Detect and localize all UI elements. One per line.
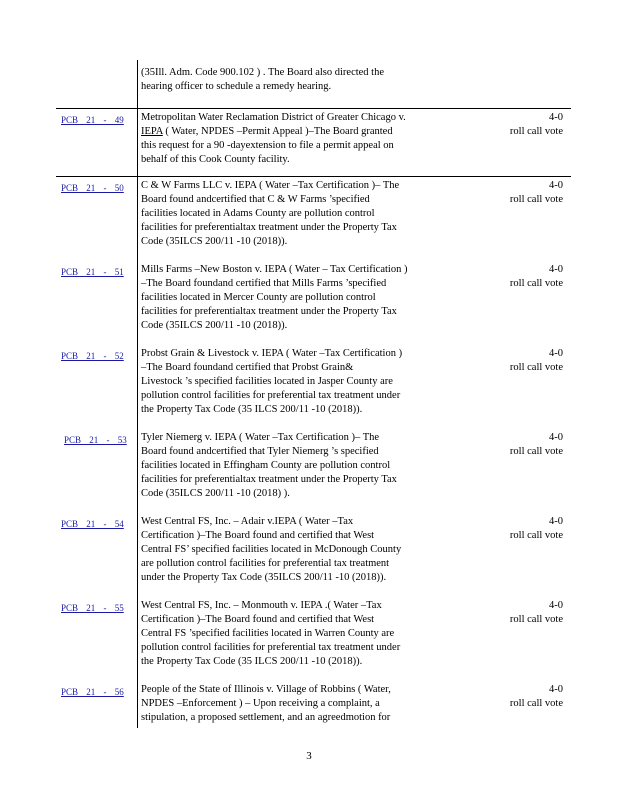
case-number-link[interactable]: PCB 21 - 55 [61,603,124,613]
text-line: facilities located in Adams County are pollution control [141,208,375,219]
docket-entry [56,512,571,596]
text-line: C & W Farms LLC v. IEPA ( Water –Tax Certification )– The [141,180,400,191]
docket-entry [56,680,571,730]
entry-text [141,263,446,333]
text-line: stipulation, a proposed settlement, and an agreedmotion for [141,712,391,723]
vote-label: roll call vote [509,194,563,205]
text-line: the Property Tax Code (35 ILCS 200/11 -10 (2018)). [141,656,363,667]
text-line: –The Board foundand certified that Probst Grain& [141,362,354,373]
vote-count: 4-0 [549,112,563,123]
text-line: Certification )–The Board found and certified that West [141,530,375,541]
text-line: People of the State of Illinois v. Village of Robbins ( Water, [141,684,391,695]
iepa-link[interactable]: IEPA [141,126,163,137]
text-line: facilities for preferentialtax treatment under the Property Tax [141,474,397,485]
vote-count: 4-0 [549,348,563,359]
vote-column [510,515,563,543]
vote-count: 4-0 [549,684,563,695]
text-line: behalf of this Cook County facility. [141,154,290,165]
case-number-link[interactable]: PCB 21 - 50 [61,183,124,193]
vote-column [510,599,563,627]
text-line: Probst Grain & Livestock v. IEPA ( Water –Tax Certification ) [141,348,403,359]
text-line: Central FS’ specified facilities located in McDonough County [141,544,402,555]
text-line: Certification )–The Board found and certified that West [141,614,375,625]
text-line: NPDES –Enforcement ) – Upon receiving a complaint, a [141,698,380,709]
vote-count: 4-0 [549,600,563,611]
entry-text [141,683,446,725]
docket-entry [56,176,571,260]
case-number-link[interactable]: PCB 21 - 54 [61,519,124,529]
text-line: Board found andcertified that C & W Farms ’specified [141,194,370,205]
text-line: Board found andcertified that Tyler Niemerg ’s specified [141,446,379,457]
text-line: Livestock ’s specified facilities located in Jasper County are [141,376,393,387]
case-number-link[interactable]: PCB 21 - 52 [61,351,124,361]
text-line: pollution control facilities for preferential tax treatment under [141,642,401,653]
vote-column [510,431,563,459]
vote-label: roll call vote [509,446,563,457]
text-line: facilities located in Effingham County are pollution control [141,460,391,471]
vote-column [510,179,563,207]
text-line: Mills Farms –New Boston v. IEPA ( Water – Tax Certification ) [141,264,408,275]
entry-text [141,111,446,167]
vote-column [510,263,563,291]
text-line: Tyler Niemerg v. IEPA ( Water –Tax Certification )– The [141,432,380,443]
vote-count: 4-0 [549,264,563,275]
text-line: facilities for preferentialtax treatment under the Property Tax [141,306,397,317]
text-line: (35Ill. Adm. Code 900.102 ) . The Board also directed the [141,67,385,78]
vote-count: 4-0 [549,180,563,191]
text-line: pollution control facilities for preferential tax treatment under [141,390,401,401]
case-number-link[interactable]: PCB 21 - 56 [61,687,124,697]
text-line: facilities for preferentialtax treatment under the Property Tax [141,222,397,233]
continued-text [141,66,426,94]
docket-entry [56,428,571,512]
entry-text [141,599,446,669]
vote-count: 4-0 [549,432,563,443]
vote-label: roll call vote [509,698,563,709]
text-line: are pollution control facilities for preferential tax treatment [141,558,390,569]
text-line: Central FS ’specified facilities located in Warren County are [141,628,395,639]
text-line: Code (35ILCS 200/11 -10 (2018) ). [141,488,290,499]
case-number-link[interactable]: PCB 21 - 51 [61,267,124,277]
vote-label: roll call vote [509,362,563,373]
vote-column [510,683,563,711]
text-line: Code (35ILCS 200/11 -10 (2018)). [141,320,288,331]
page-number: 3 [306,750,312,762]
vote-label: roll call vote [509,278,563,289]
text-line: IEPA ( Water, NPDES –Permit Appeal )–The Board granted [141,126,393,137]
text-line: facilities located in Mercer County are pollution control [141,292,376,303]
text-line: West Central FS, Inc. – Monmouth v. IEPA .( Water –Tax [141,600,382,611]
case-number-link[interactable]: PCB 21 - 53 [64,435,127,445]
text-line: under the Property Tax Code (35ILCS 200/11 -10 (2018)). [141,572,387,583]
vote-count: 4-0 [549,516,563,527]
text-line: Metropolitan Water Reclamation District of Greater Chicago v. [141,112,406,123]
text-line: the Property Tax Code (35 ILCS 200/11 -10 (2018)). [141,404,363,415]
vote-column [510,111,563,139]
docket-entry [56,596,571,680]
docket-entry [56,344,571,428]
entry-text [141,515,446,585]
vote-label: roll call vote [509,614,563,625]
vote-label: roll call vote [509,126,563,137]
case-number-link[interactable]: PCB 21 - 49 [61,115,124,125]
entry-text [141,179,446,249]
entry-text [141,347,446,417]
text-line: Code (35ILCS 200/11 -10 (2018)). [141,236,288,247]
docket-entry [56,260,571,344]
entry-text [141,431,446,501]
vote-label: roll call vote [509,530,563,541]
vote-column [510,347,563,375]
text-line: –The Board foundand certified that Mills Farms ’specified [141,278,387,289]
text-line: this request for a 90 -dayextension to file a permit appeal on [141,140,394,151]
text-line: hearing officer to schedule a remedy hearing. [141,81,332,92]
text-line: West Central FS, Inc. – Adair v.IEPA ( Water –Tax [141,516,354,527]
